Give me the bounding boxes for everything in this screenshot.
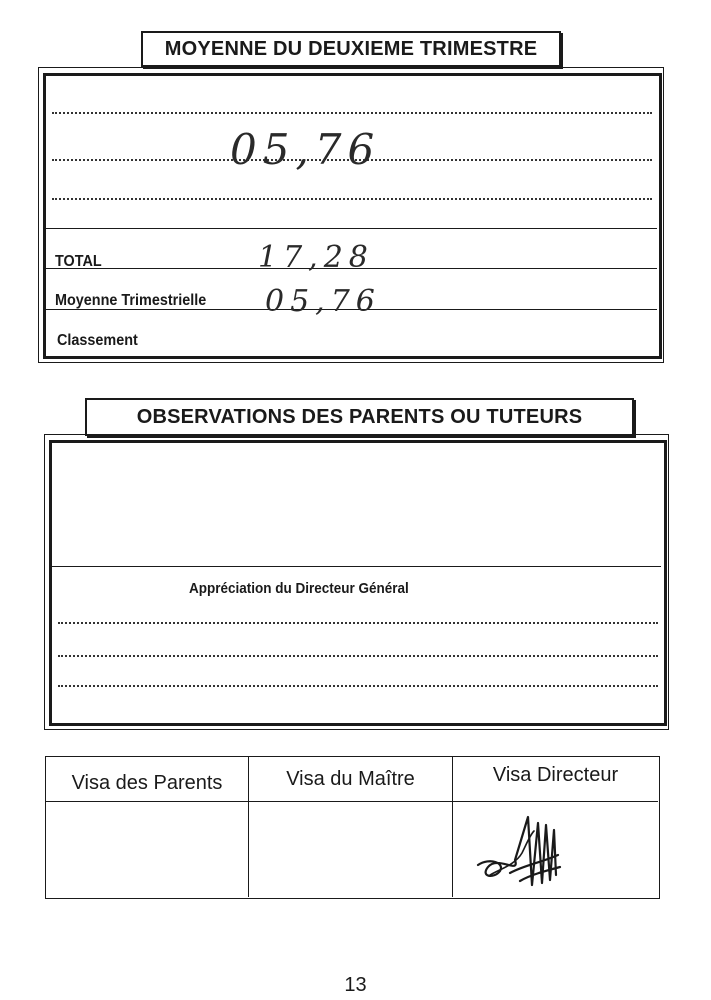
dotted-line bbox=[58, 655, 658, 657]
visa-directeur-header: Visa Directeur bbox=[492, 764, 619, 786]
visa-maitre-header: Visa du Maître bbox=[286, 768, 415, 790]
director-appreciation-label: Appréciation du Directeur Général bbox=[189, 580, 409, 597]
moyenne-trimestrielle-value: 05,76 bbox=[265, 284, 381, 319]
classement-label: Classement bbox=[57, 332, 138, 349]
moyenne-trimestrielle-label: Moyenne Trimestrielle bbox=[55, 292, 207, 309]
dotted-line bbox=[52, 198, 652, 200]
total-value: 17,28 bbox=[258, 240, 374, 275]
section2-title: OBSERVATIONS DES PARENTS OU TUTEURS bbox=[85, 398, 634, 436]
section1-title: MOYENNE DU DEUXIEME TRIMESTRE bbox=[141, 31, 561, 67]
dotted-line bbox=[58, 622, 658, 624]
visa-parents-header: Visa des Parents bbox=[71, 772, 223, 794]
page-number: 13 bbox=[344, 974, 367, 996]
total-label: TOTAL bbox=[55, 253, 102, 270]
director-signature bbox=[470, 805, 570, 895]
dotted-line bbox=[58, 685, 658, 687]
row-separator bbox=[46, 228, 657, 229]
visa-header-separator bbox=[46, 801, 658, 802]
observations-separator bbox=[52, 566, 661, 567]
handwritten-average: 05,76 bbox=[230, 125, 381, 174]
dotted-line bbox=[52, 112, 652, 114]
